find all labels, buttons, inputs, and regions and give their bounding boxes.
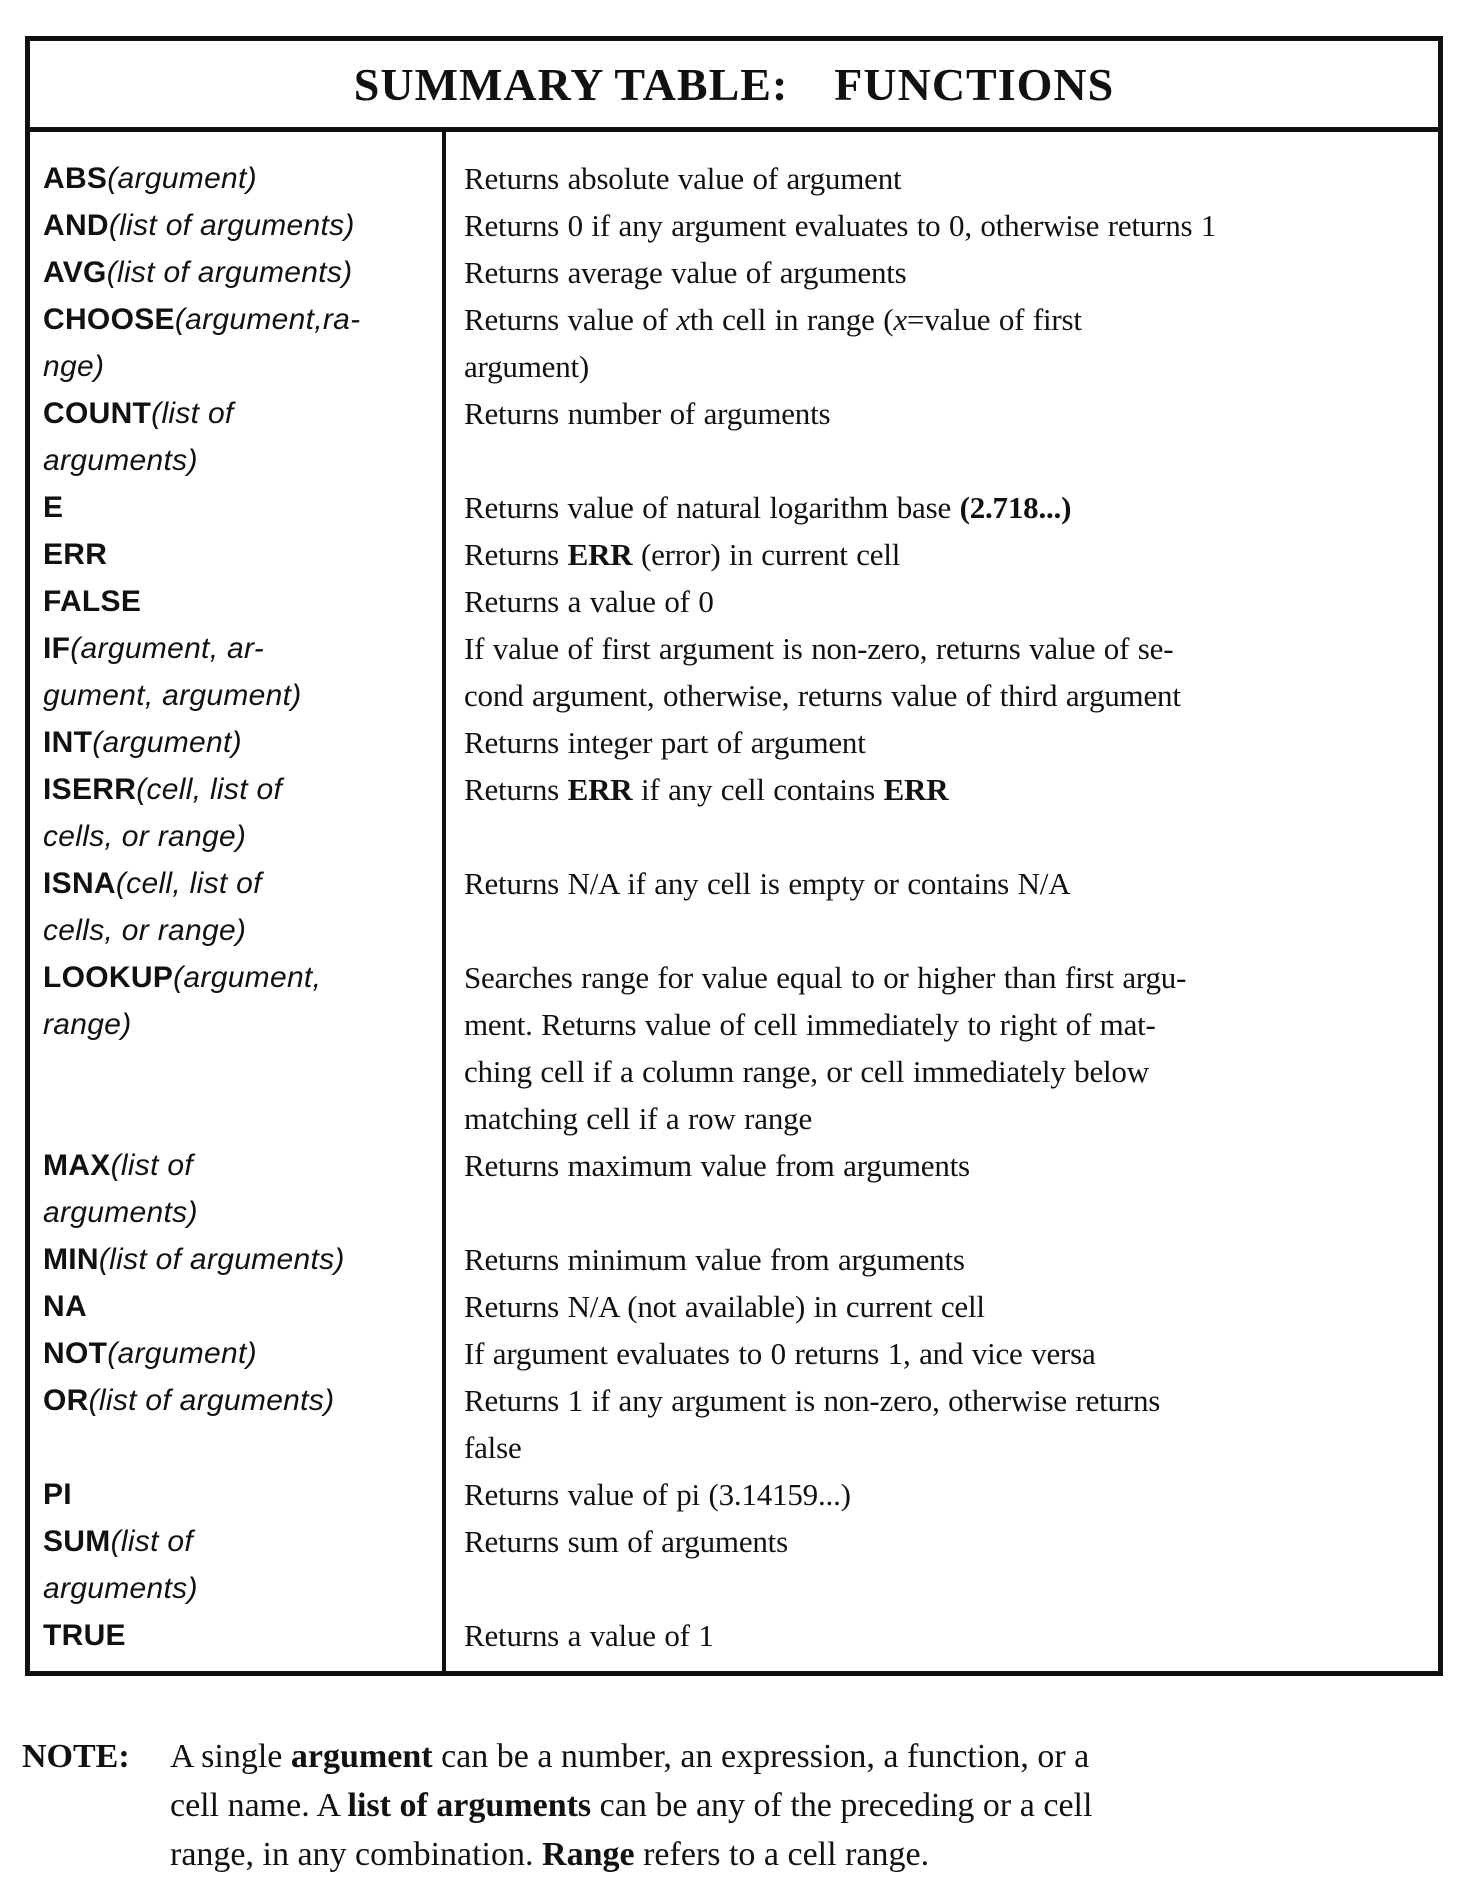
text-segment: if any cell contains [632, 772, 884, 807]
text-segment: Searches range for value equal to or higher than first argu- [464, 960, 1187, 995]
text-segment: x [893, 302, 907, 337]
note [22, 1732, 1442, 1879]
text-segment: SUM [43, 1525, 111, 1558]
table-title-right: FUNCTIONS [834, 58, 1115, 110]
text-segment: (list of arguments) [98, 1243, 345, 1276]
text-line [464, 1095, 1438, 1142]
function-description-cell [446, 1236, 1438, 1283]
function-name-cell [30, 202, 446, 249]
text-segment: Returns integer part of argument [464, 725, 866, 760]
text-line [43, 343, 446, 390]
function-description-cell [446, 1471, 1438, 1518]
function-description-cell [446, 155, 1438, 202]
text-line [464, 296, 1438, 343]
function-name-cell [30, 719, 446, 766]
text-segment: arguments) [43, 1572, 198, 1605]
function-description-cell [446, 1612, 1438, 1659]
text-segment: ERR [567, 537, 633, 572]
text-line [464, 766, 1438, 813]
text-segment: range) [43, 1008, 132, 1041]
text-segment: matching cell if a row range [464, 1101, 812, 1136]
text-line [464, 531, 1438, 578]
function-name-cell [30, 1142, 446, 1236]
text-segment: ching cell if a column range, or cell immediately below [464, 1054, 1149, 1089]
text-segment: x [676, 302, 690, 337]
text-segment: LOOKUP [43, 961, 174, 994]
function-description-cell [446, 1283, 1438, 1330]
text-line [43, 625, 446, 672]
text-line [43, 1142, 446, 1189]
text-segment: A single [170, 1738, 291, 1775]
text-segment: If value of first argument is non-zero, returns value of se- [464, 631, 1174, 666]
text-line [464, 390, 1438, 437]
text-segment: AND [43, 209, 109, 242]
function-description-cell [446, 625, 1438, 719]
function-description-cell [446, 1518, 1438, 1612]
text-line [464, 860, 1438, 907]
function-name-cell [30, 249, 446, 296]
function-name-cell [30, 1377, 446, 1471]
text-segment: (list of [151, 397, 234, 430]
text-segment: Returns sum of arguments [464, 1524, 788, 1559]
function-name-cell [30, 578, 446, 625]
text-line [43, 1518, 446, 1565]
text-segment: (argument,ra- [174, 303, 361, 336]
text-line [43, 437, 446, 484]
text-line [43, 1471, 446, 1518]
function-description-cell [446, 390, 1438, 484]
function-name-cell [30, 1518, 446, 1612]
text-segment: MIN [43, 1243, 99, 1276]
text-line [43, 531, 446, 578]
text-segment: can be any of the preceding or a cell [591, 1787, 1093, 1824]
text-segment: (error) in current cell [632, 537, 901, 572]
text-line [43, 954, 446, 1001]
text-segment: ABS [43, 162, 108, 195]
function-name-cell [30, 531, 446, 578]
function-name-cell [30, 766, 446, 860]
text-segment: IF [43, 632, 71, 665]
text-line [43, 1189, 446, 1236]
text-segment: ERR [567, 772, 633, 807]
text-segment: CHOOSE [43, 303, 175, 336]
text-line [464, 625, 1438, 672]
text-segment: cells, or range) [43, 914, 247, 947]
text-segment: (argument, [173, 961, 322, 994]
text-line [43, 1612, 446, 1659]
text-line [43, 249, 446, 296]
text-line [464, 249, 1438, 296]
function-description-cell [446, 531, 1438, 578]
text-segment: FALSE [43, 585, 142, 618]
note-text [170, 1732, 1092, 1879]
function-name-cell [30, 1471, 446, 1518]
text-line [464, 202, 1438, 249]
text-segment: nge) [43, 350, 105, 383]
text-segment: (argument, ar- [70, 632, 264, 665]
function-description-cell [446, 202, 1438, 249]
text-line [464, 1001, 1438, 1048]
text-line [43, 296, 446, 343]
text-line [464, 1283, 1438, 1330]
text-segment: cell name. A [170, 1787, 348, 1824]
text-segment: ERR [883, 772, 949, 807]
text-segment: cells, or range) [43, 820, 247, 853]
table-title [30, 41, 1438, 132]
function-name-cell [30, 1330, 446, 1377]
text-segment: (list of arguments) [108, 209, 355, 242]
text-line [464, 1471, 1438, 1518]
text-line [43, 155, 446, 202]
text-line [464, 1330, 1438, 1377]
text-segment: E [43, 491, 64, 524]
text-segment: th cell in range ( [689, 302, 894, 337]
function-name-cell [30, 390, 446, 484]
text-segment: (list of [110, 1525, 193, 1558]
text-line [464, 1612, 1438, 1659]
table-body [30, 132, 1438, 1671]
text-segment: PI [43, 1478, 72, 1511]
text-line [464, 719, 1438, 766]
text-line [464, 155, 1438, 202]
text-segment: (2.718...) [959, 490, 1072, 525]
text-segment: If argument evaluates to 0 returns 1, and vice versa [464, 1336, 1096, 1371]
text-segment: Returns a value of 1 [464, 1618, 714, 1653]
function-description-cell [446, 766, 1438, 860]
function-name-cell [30, 625, 446, 719]
text-segment: refers to a cell range. [634, 1836, 930, 1873]
text-segment: range, in any combination. [170, 1836, 543, 1873]
text-line [43, 860, 446, 907]
text-segment: Returns number of arguments [464, 396, 831, 431]
text-segment: Returns absolute value of argument [464, 161, 902, 196]
text-segment: (argument) [92, 726, 242, 759]
text-segment: Returns maximum value from arguments [464, 1148, 970, 1183]
text-line [43, 484, 446, 531]
text-line [43, 813, 446, 860]
text-line [43, 390, 446, 437]
text-line [43, 1377, 446, 1424]
text-line [43, 907, 446, 954]
text-line [43, 578, 446, 625]
text-segment: gument, argument) [43, 679, 302, 712]
text-segment: INT [43, 726, 93, 759]
text-segment: Returns value of [464, 302, 677, 337]
text-line [464, 1236, 1438, 1283]
text-segment: (cell, list of [136, 773, 283, 806]
function-description-cell [446, 860, 1438, 954]
text-line [170, 1732, 1092, 1781]
text-line [43, 719, 446, 766]
function-name-cell [30, 1612, 446, 1659]
text-segment: Returns 0 if any argument evaluates to 0, otherwise returns 1 [464, 208, 1217, 243]
text-line [43, 1283, 446, 1330]
text-segment: cond argument, otherwise, returns value of third argument [464, 678, 1181, 713]
text-segment: (list of [110, 1149, 193, 1182]
function-name-cell [30, 296, 446, 390]
text-segment: Returns [464, 772, 568, 807]
text-line [170, 1781, 1092, 1830]
note-label: NOTE: [22, 1738, 130, 1775]
text-segment: =value of first [906, 302, 1082, 337]
text-line [464, 1377, 1438, 1424]
text-line [464, 672, 1438, 719]
function-name-cell [30, 860, 446, 954]
text-segment: list of arguments [347, 1787, 592, 1824]
function-name-cell [30, 1236, 446, 1283]
text-segment: ERR [43, 538, 108, 571]
function-name-cell [30, 1283, 446, 1330]
text-segment: ISERR [43, 773, 137, 806]
function-description-cell [446, 1330, 1438, 1377]
text-segment: (argument) [107, 162, 257, 195]
text-segment: (cell, list of [115, 867, 262, 900]
text-line [464, 1518, 1438, 1565]
text-segment: (argument) [107, 1337, 257, 1370]
function-description-cell [446, 296, 1438, 390]
text-segment: Returns value of pi (3.14159...) [464, 1477, 851, 1512]
function-description-cell [446, 719, 1438, 766]
function-name-cell [30, 484, 446, 531]
text-line [43, 1001, 446, 1048]
text-line [43, 766, 446, 813]
function-description-cell [446, 484, 1438, 531]
text-segment: argument) [464, 349, 590, 384]
function-name-cell [30, 954, 446, 1142]
text-segment: Returns 1 if any argument is non-zero, otherwise returns [464, 1383, 1161, 1418]
text-line [464, 1424, 1438, 1471]
function-description-cell [446, 954, 1438, 1142]
text-segment: NOT [43, 1337, 108, 1370]
text-segment: OR [43, 1384, 89, 1417]
text-segment: can be a number, an expression, a function, or a [432, 1738, 1090, 1775]
function-description-cell [446, 249, 1438, 296]
functions-summary-table [25, 36, 1443, 1676]
text-line [464, 1048, 1438, 1095]
text-segment: ment. Returns value of cell immediately to right of mat- [464, 1007, 1156, 1042]
text-segment: arguments) [43, 444, 198, 477]
text-segment: COUNT [43, 397, 152, 430]
text-line [464, 1142, 1438, 1189]
function-description-cell [446, 1142, 1438, 1236]
text-segment: arguments) [43, 1196, 198, 1229]
text-line [43, 672, 446, 719]
text-line [464, 578, 1438, 625]
text-line [43, 202, 446, 249]
text-line [464, 954, 1438, 1001]
text-line [170, 1830, 1092, 1879]
text-segment: false [464, 1430, 522, 1465]
text-segment: (list of arguments) [88, 1384, 335, 1417]
table-title-left: SUMMARY TABLE: [353, 58, 789, 110]
text-line [464, 343, 1438, 390]
text-segment: Returns a value of 0 [464, 584, 714, 619]
text-segment: NA [43, 1290, 87, 1323]
text-segment: TRUE [43, 1619, 126, 1652]
column-divider [442, 132, 446, 1671]
text-segment: argument [290, 1738, 433, 1775]
text-line [43, 1330, 446, 1377]
text-segment: Returns [464, 537, 568, 572]
function-description-cell [446, 578, 1438, 625]
text-segment: MAX [43, 1149, 111, 1182]
function-description-cell [446, 1377, 1438, 1471]
text-segment: Returns N/A if any cell is empty or contains N/A [464, 866, 1071, 901]
text-segment: Returns N/A (not available) in current cell [464, 1289, 985, 1324]
function-name-cell [30, 155, 446, 202]
text-segment: Returns average value of arguments [464, 255, 907, 290]
text-segment: ISNA [43, 867, 116, 900]
text-line [43, 1236, 446, 1283]
text-segment: Returns value of natural logarithm base [464, 490, 960, 525]
text-line [464, 484, 1438, 531]
text-segment: Returns minimum value from arguments [464, 1242, 965, 1277]
text-line [43, 1565, 446, 1612]
text-segment: Range [542, 1836, 635, 1873]
text-segment: AVG [43, 256, 107, 289]
text-segment: (list of arguments) [106, 256, 353, 289]
